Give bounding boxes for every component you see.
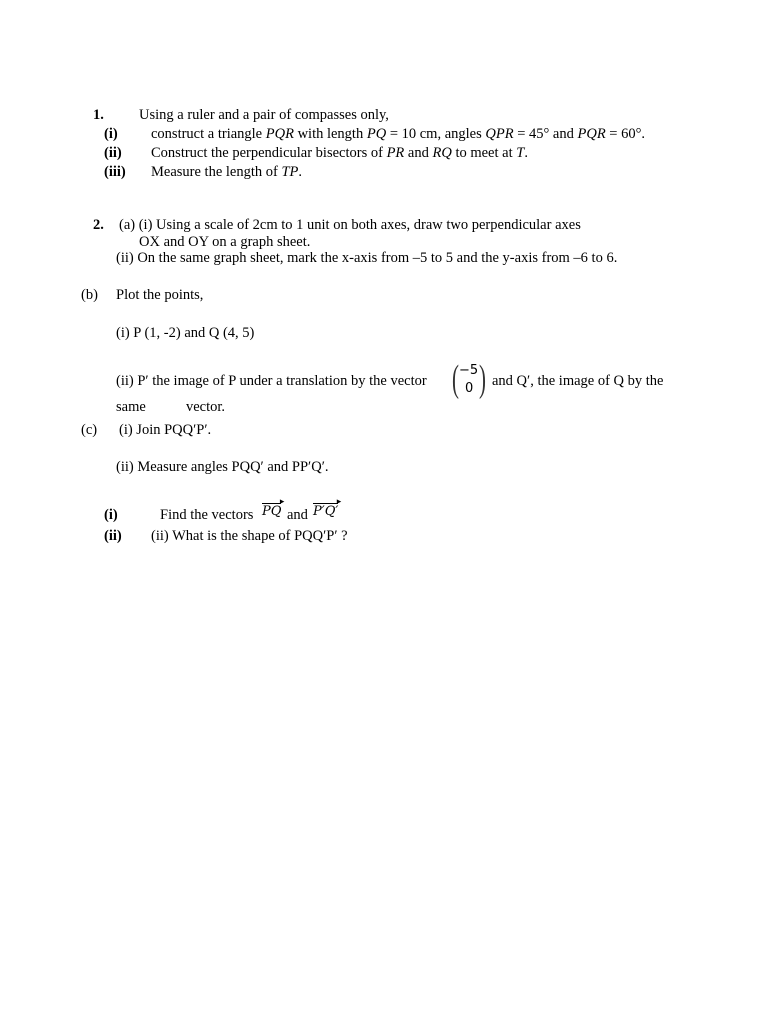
question-1-intro: Using a ruler and a pair of compasses only, [139, 107, 389, 123]
q2-b-same: same [116, 399, 146, 415]
q1-part-i-text: construct a triangle PQR with length PQ = 10 cm, angles QPR = 45° and PQR = 60°. [151, 126, 646, 142]
q2-b-text: Plot the points, [116, 287, 204, 303]
translation-vector [452, 360, 490, 400]
question-1-number: 1. [93, 107, 104, 123]
q2-b-vector-word: vector. [186, 399, 226, 415]
q2-b-ii-part2: and Q′, the image of Q by the [492, 373, 664, 389]
q2-b-label: (b) [81, 287, 98, 303]
q2-b-i: (i) P (1, -2) and Q (4, 5) [116, 325, 255, 341]
vector-left-paren: ( [452, 358, 459, 400]
q2-a-ii: (ii) On the same graph sheet, mark the x-axis from –5 to 5 and the y-axis from –6 to 6. [116, 250, 618, 266]
q2-d-i-label: (i) [104, 507, 118, 523]
q2-d-and: and [287, 507, 308, 523]
q1-part-ii-label: (ii) [104, 145, 122, 161]
vector-pq: PQ ▸ [262, 497, 285, 519]
q2-d-ii-label: (ii) [104, 528, 122, 544]
q1-part-iii-text: Measure the length of TP. [151, 164, 303, 180]
q2-d-ii-text: (ii) What is the shape of PQQ′P′ ? [151, 528, 348, 544]
q2-d-i-text: Find the vectors [160, 507, 254, 523]
q2-a-i-line1: (a) (i) Using a scale of 2cm to 1 unit on both axes, draw two perpendicular axes [119, 217, 581, 233]
vector-right-paren: ) [479, 358, 486, 400]
question-2-number: 2. [93, 217, 104, 233]
q2-a-i-line2: OX and OY on a graph sheet. [139, 234, 311, 250]
q1-part-iii-label: (iii) [104, 164, 126, 180]
vector-top-value: −5 [459, 363, 479, 378]
q2-c-ii: (ii) Measure angles PQQ′ and PP′Q′. [116, 459, 329, 475]
q2-b-ii-part1: (ii) P′ the image of P under a translation by the vector [116, 373, 427, 389]
vector-bottom-value: 0 [465, 381, 474, 396]
q1-part-i-label: (i) [104, 126, 118, 142]
q2-c-i: (i) Join PQQ′P′. [119, 422, 212, 438]
q1-part-ii-text: Construct the perpendicular bisectors of PR and RQ to meet at T. [151, 145, 528, 161]
vector-p-prime-q-prime: P′Q′ ▸ [313, 497, 342, 519]
q2-c-label: (c) [81, 422, 98, 438]
